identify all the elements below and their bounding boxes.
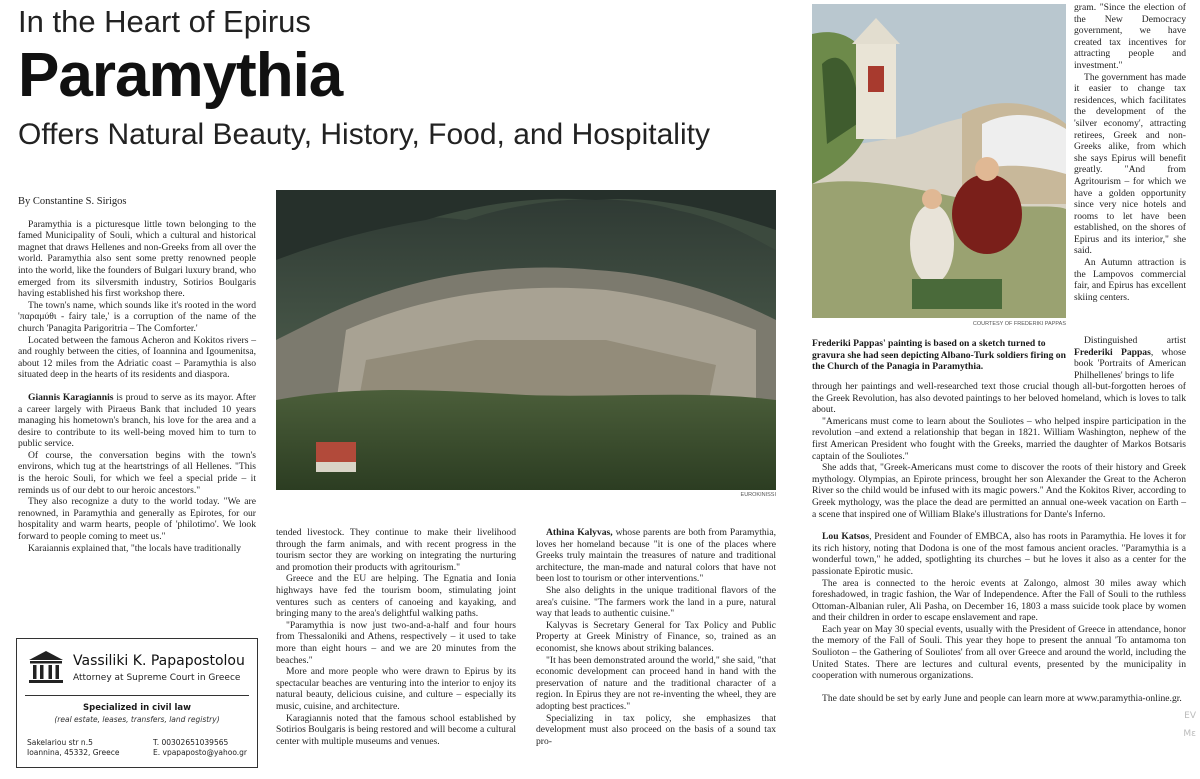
paragraph: Specializing in tax policy, she emphasizes that development must also proceed on the basis of a sound tax pro-	[536, 712, 776, 747]
ad-email: E. vpapaposto@yahoo.gr	[153, 748, 248, 757]
person-name: Giannis Karagiannis	[28, 391, 114, 403]
paragraph	[812, 531, 1186, 577]
paragraph: "It has been demonstrated around the world," she said, "that economic development can proceed hand in hand with the preservation of nature and the traditional character of a region. In Epirus they are not re-inventing the wheel, they are adopting best practices."	[536, 654, 776, 712]
town-photo-image	[276, 190, 776, 490]
paragraph: The government has made it easier to change tax residences, which facilitates the development of the 'silver economy', attracting retirees, Greek and non-Greeks alike, from which she says Epirus will benefit greatly. "And from Agritourism – for which we have a golden opportunity since very nice hotels and rooms to let have been established, on the shores of Epirus and its interior," she said.	[1074, 71, 1186, 257]
paragraph: She also delights in the unique traditional flavors of the area's cuisine. "The farmers work the land in a pure, natural way that leads to authentic cuisine."	[536, 584, 776, 620]
paragraph: gram. "Since the election of the New Democracy government, we have created tax incentives for attracting people and investment."	[1074, 2, 1186, 71]
paragraph: Karaiannis explained that, "the locals have traditionally	[28, 542, 242, 554]
paragraph: The date should be set by early June and people can learn more at www.paramythia-online.gr.	[822, 692, 1182, 704]
ad-subspecialty: (real estate, leases, transfers, land registry)	[54, 715, 220, 724]
divider	[25, 695, 249, 696]
column-3	[536, 527, 776, 747]
paragraph: They also recognize a duty to the world today. "We are renowned, in Paramythia and generally as Epirotes, for our hospitality and warm hearts, people of 'philotimo'. We look forward to people coming to meet us."	[18, 496, 256, 543]
watermark-text: EV	[1184, 711, 1196, 721]
column-4	[1074, 2, 1186, 303]
ad-name: Vassiliki K. Papapostolou	[73, 653, 245, 669]
photo-credit: EUROKINISSI	[740, 492, 776, 498]
ad-phone: T. 00302651039565	[153, 738, 229, 747]
painting-credit: COURTESY OF FREDERIKI PAPPAS	[972, 321, 1066, 327]
ad-contact	[153, 738, 247, 758]
paragraph: Located between the famous Acheron and Kokitos rivers – and roughly between the cities, of Ioannina and Igoumenitsa, about 12 miles from the Adriatic coast – Paramythia is also situated deep in the hearts of its residents and diaspora.	[18, 334, 256, 381]
courthouse-icon	[27, 649, 65, 687]
paragraph: Kalyvas is Secretary General for Tax Policy and Public Property at Greek Ministry of Finance, so, trained as an economist, she knows about striking balances.	[536, 619, 776, 654]
address-line: Ioannina, 45332, Greece	[27, 748, 120, 757]
paragraph: through her paintings and well-researched text those crucial though all-but-forgotten heroes of the Greek Revolution, has also devoted paintings to her beloved homeland, which is loves to talk about.	[812, 381, 1186, 416]
paragraph: The town's name, which sounds like it's rooted in the word 'παραμύθι - fairy tale,' is a corruption of the name of the church 'Panagita Parigoritria – The Comforter.'	[18, 299, 256, 334]
column-1	[18, 196, 256, 554]
paragraph: An Autumn attraction is the Lampovos commercial fair, and Epirus has excellent skiing centers.	[1074, 257, 1186, 303]
painting-caption: Frederiki Pappas' painting is based on a sketch turned to gravura she had seen depicting Albano-Turk soldiers firing on the Church of the Panagia in Paramythia.	[812, 338, 1066, 373]
paragraph	[1074, 335, 1186, 381]
paragraph-text: , President and Founder of EMBCA, also has roots in Paramythia. He loves it for its rich history, noting that Dodona is one of the most famous ancient oracles. "Paramythia is a wonderful town," he added, spotlighting its churches – but he loves it also as a center for the passionate Epirotic music.	[812, 531, 1186, 577]
paragraph: Of course, the conversation begins with the town's environs, which tug at the heartstrings of all Hellenes. "This is the heroic Souli, for which we feel a special pride – it reminds us of our debt to our heroic ancestors."	[18, 449, 256, 496]
wide-column	[812, 381, 1186, 704]
deck: Offers Natural Beauty, History, Food, and Hospitality	[18, 118, 710, 151]
person-name: Frederiki Pappas	[1074, 346, 1151, 358]
paragraph: Each year on May 30 special events, usually with the President of Greece in attendance, honor the memory of the Fall of Souli. This year they hope to present the annual 'To antamoma ton Soulioton – the Gathering of Souliotes' from all over Greece and around the world, including the United States. There are lectures and cultural events, presented by the municipality in cooperation with numerous organizations.	[812, 623, 1186, 682]
paragraph: Greece and the EU are helping. The Egnatia and Ionia highways have fed the tourism boom, stimulating joint ventures such as centers of canoeing and kayaking, and bringing many to the area's delightful walking paths.	[276, 573, 516, 620]
byline: By Constantine S. Sirigos	[18, 196, 127, 207]
paragraph: She adds that, "Greek-Americans must come to discover the roots of their history and Greek mythology. Olympias, an Epirote princess, brought her son Alexander the Great to the Acheron River so the child would be infused with its magic powers." And the Kokitos River, according to Greek mythology, was the place the dead are permitted an annual one-week vacation on Earth – a scene that inspired one of William Blake's illustrations for Dante's Inferno.	[812, 462, 1186, 520]
paragraph: "Americans must come to learn about the Souliotes – who helped inspire participation in the revolution –and extend a relationship that began in 1821. William Washington, nephew of the first American President who fought with the Greeks, married the daughter of Markos Botsaris captain of the Souliotes."	[812, 415, 1186, 462]
lawyer-ad	[16, 638, 258, 768]
ad-title: Attorney at Supreme Court in Greece	[73, 673, 241, 683]
headline: Paramythia	[18, 41, 343, 110]
paragraph: Paramythia is a picturesque little town belonging to the famed Municipality of Souli, which a cultural and historical magnet that draws Hellenes and non-Greeks from all over the world. Paramythia also sent some pretty renowned people into the world, like the founders of Bulgari luxury brand, who emerged from its silversmith industry, Sotirios Boulgaris having established his first workshop there.	[18, 218, 256, 300]
artist-intro	[1074, 335, 1186, 381]
paragraph-text: , whose book 'Portraits of American Philhellenes' brings to life	[1074, 346, 1187, 381]
paragraph	[536, 527, 776, 585]
paragraph-text: Distinguished artist	[1084, 335, 1186, 346]
painting-image	[812, 4, 1066, 318]
person-name: Lou Katsos	[822, 531, 870, 543]
town-photo	[276, 190, 776, 490]
paragraph: More and more people who were drawn to Epirus by its spectacular beaches are venturing into the interior to enjoy its natural beauty, delicious cuisine, and culture – especially its music, cuisine, and architecture.	[276, 666, 516, 712]
paragraph: Karagiannis noted that the famous school established by Sotirios Boulgaris is being restored and will become a cultural center with multiple museums and venues.	[276, 712, 516, 747]
paragraph: The area is connected to the heroic events at Zalongo, almost 30 miles away which foreshadowed, in tragic fashion, the War of Independence. After the Fall of Souli to the ruthless Ottoman-Albanian ruler, Ali Pasha, on December 16, 1803 a mass suicide took place by women and their children in order to escape enslavement and rape.	[812, 577, 1186, 624]
watermark	[1183, 707, 1196, 743]
watermark-text: Με	[1183, 729, 1196, 739]
address-line: Sakelariou str n.5	[27, 738, 93, 747]
kicker: In the Heart of Epirus	[18, 4, 311, 39]
paragraph: "Paramythia is now just two-and-a-half and four hours from Thessaloniki and Athens, respectively – it used to take more than eight hours – and we are 20 minutes from the beaches."	[276, 619, 516, 666]
paragraph-text: is proud to serve as its mayor. After a career largely with Piraeus Bank that included 10 years managing his hometown's branch, his love for the area and a desire to contribute to its well-being moved him to turn to public service.	[18, 391, 256, 450]
column-2	[276, 527, 516, 747]
paragraph-text: whose parents are both from Paramythia, loves her homeland because "it is one of the places where Greeks truly maintain the treasures of nature and traditional architecture, the man-made and natural colors that have not been lost to tourism or other interventions."	[536, 527, 776, 585]
ad-specialty: Specialized in civil law	[83, 703, 191, 713]
paragraph: tended livestock. They continue to make their livelihood through the farm animals, and with recent progress in the tourism sector they are working on integrating the nurturing and promotion their products with agritourism."	[276, 527, 516, 573]
painting	[812, 4, 1066, 318]
ad-address	[27, 738, 119, 758]
person-name: Athina Kalyvas,	[546, 527, 613, 538]
paragraph	[18, 392, 256, 450]
